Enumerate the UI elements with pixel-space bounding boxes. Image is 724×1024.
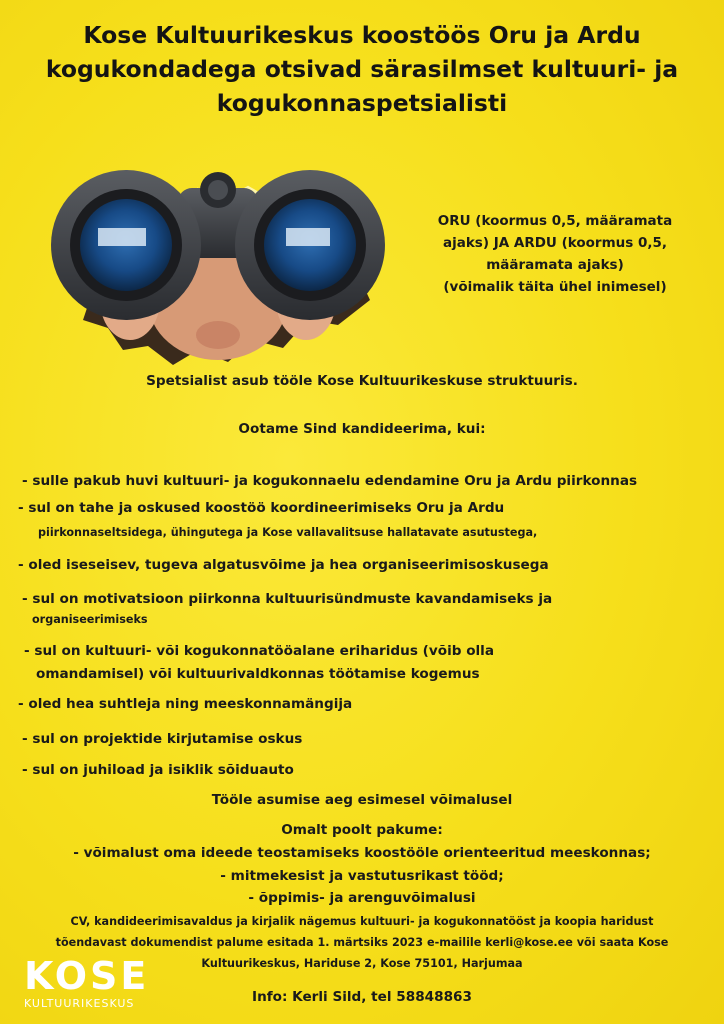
role-line: (võimalik täita ühel inimesel) (443, 279, 667, 295)
offer-title: Omalt poolt pakume: (281, 822, 443, 838)
application-line: CV, kandideerimisavaldus ja kirjalik nägemus kultuuri- ja kogukonnatööst ja koopia haridust (70, 915, 654, 928)
headline-line: kogukondadega otsivad särasilmset kultuuri- ja (45, 55, 679, 83)
application-line: tõendavast dokumendist palume esitada 1. märtsiks 2023 e-mailile kerli@kose.ee või saata Kose (55, 936, 669, 949)
offer-item: - võimalust oma ideede teostamiseks koostööle orienteeritud meeskonnas; (73, 845, 651, 861)
headline-line: kogukonnaspetsialisti (216, 89, 508, 117)
offer-item: - õppimis- ja arenguvõimalusi (248, 890, 476, 906)
requirement-item: - sul on kultuuri- või kogukonnatööalane eriharidus (võib olla (24, 643, 495, 659)
offer-item: - mitmekesist ja vastutusrikast tööd; (220, 868, 504, 884)
binoculars-photo (38, 150, 398, 380)
application-line: Kultuurikeskus, Hariduse 2, Kose 75101, Harjumaa (201, 957, 523, 970)
requirement-item: - sul on projektide kirjutamise oskus (22, 731, 303, 747)
requirement-item: - oled iseseisev, tugeva algatusvõime ja hea organiseerimisoskusega (18, 557, 549, 573)
invite-heading: Ootame Sind kandideerima, kui: (238, 421, 486, 437)
role-line: määramata ajaks) (486, 257, 624, 273)
requirement-item: - oled hea suhtleja ning meeskonnamängija (18, 696, 353, 712)
role-line: ORU (koormus 0,5, määramata (437, 213, 673, 229)
start-time: Tööle asumise aeg esimesel võimalusel (211, 792, 513, 808)
requirement-item-cont: omandamisel) või kultuurivaldkonnas töötamise kogemus (36, 666, 480, 682)
contact-info: Info: Kerli Sild, tel 58848863 (252, 989, 472, 1005)
requirement-item: - sulle pakub huvi kultuuri- ja kogukonnaelu edendamine Oru ja Ardu piirkonnas (22, 473, 638, 489)
requirement-item: - sul on juhiload ja isiklik sõiduauto (22, 762, 294, 778)
headline-line: Kose Kultuurikeskus koostöös Oru ja Ardu (83, 21, 641, 49)
logo-subtitle: KULTUURIKESKUS (24, 997, 135, 1010)
role-info (405, 210, 705, 298)
headline (20, 18, 704, 120)
role-line: ajaks) JA ARDU (koormus 0,5, (442, 235, 668, 251)
requirement-item-cont: piirkonnaseltsidega, ühingutega ja Kose vallavalitsuse hallatavate asutustega, (38, 526, 538, 539)
logo-word: KOSE (24, 954, 150, 998)
requirement-item: - sul on motivatsioon piirkonna kultuurisündmuste kavandamiseks ja (22, 591, 553, 607)
structure-note: Spetsialist asub tööle Kose Kultuurikeskuse struktuuris. (146, 373, 578, 389)
requirement-item: - sul on tahe ja oskused koostöö koordineerimiseks Oru ja Ardu (18, 500, 505, 516)
requirement-item-cont: organiseerimiseks (32, 613, 148, 626)
